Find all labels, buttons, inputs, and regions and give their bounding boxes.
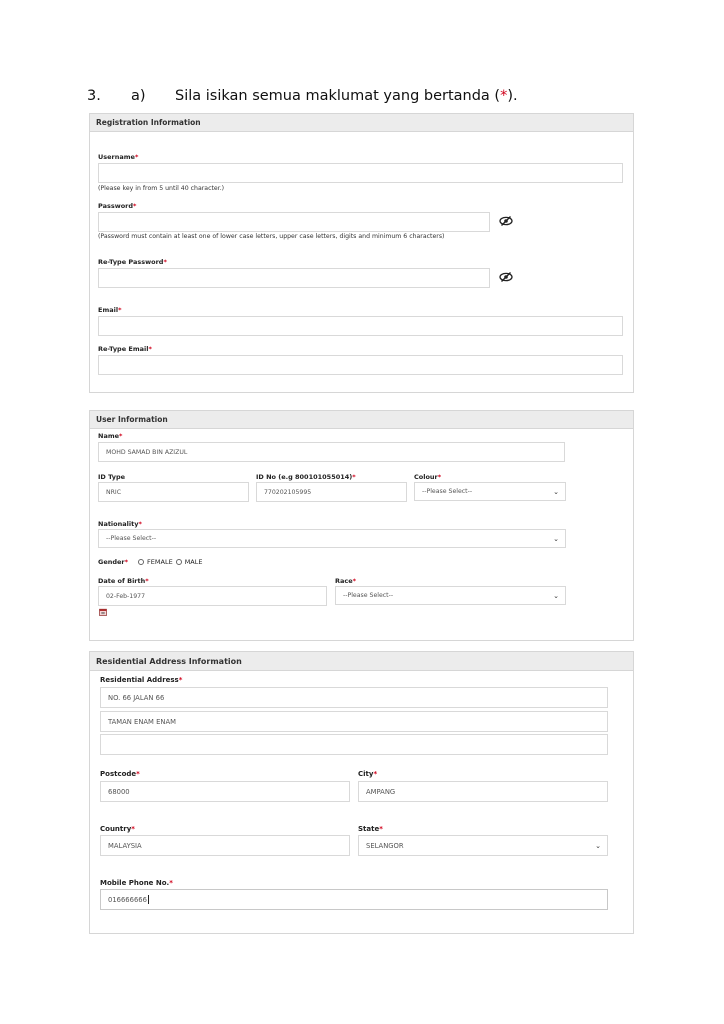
password-input[interactable] bbox=[98, 212, 490, 232]
idtype-input[interactable]: NRIC bbox=[98, 482, 249, 502]
colour-select[interactable] bbox=[414, 482, 566, 501]
instruction-heading bbox=[87, 88, 567, 108]
gender-group bbox=[98, 558, 202, 566]
gender-female-radio[interactable] bbox=[138, 559, 144, 565]
address-line3-input[interactable] bbox=[100, 734, 608, 755]
question-subpart: a) bbox=[131, 88, 146, 104]
nationality-select-value: --Please Select-- bbox=[106, 535, 157, 542]
text-caret bbox=[148, 895, 149, 904]
race-select-value: --Please Select-- bbox=[343, 592, 394, 599]
dob-label: Date of Birth* bbox=[98, 577, 149, 585]
retype-password-input[interactable] bbox=[98, 268, 490, 288]
country-input[interactable]: MALAYSIA bbox=[100, 835, 350, 856]
colour-label: Colour* bbox=[414, 473, 442, 481]
gender-label: Gender* bbox=[98, 558, 129, 566]
eye-slash-icon[interactable] bbox=[499, 216, 513, 226]
retype-password-label: Re-Type Password* bbox=[98, 258, 167, 266]
chevron-down-icon: ⌄ bbox=[553, 591, 559, 600]
idtype-label: ID Type bbox=[98, 473, 126, 481]
city-input[interactable]: AMPANG bbox=[358, 781, 608, 802]
residential-address-label: Residential Address* bbox=[100, 676, 183, 684]
password-hint: (Password must contain at least one of lower case letters, upper case letters, digits and minimum 6 characters) bbox=[98, 233, 445, 240]
name-label: Name* bbox=[98, 432, 123, 440]
gender-female-label: FEMALE bbox=[147, 558, 173, 566]
state-select[interactable] bbox=[358, 835, 608, 856]
address-line1-input[interactable]: NO. 66 JALAN 66 bbox=[100, 687, 608, 708]
gender-male-label: MALE bbox=[184, 558, 203, 566]
state-select-value: SELANGOR bbox=[366, 841, 404, 850]
user-info-panel-title: User Information bbox=[90, 411, 633, 429]
chevron-down-icon: ⌄ bbox=[553, 487, 559, 496]
email-input[interactable] bbox=[98, 316, 623, 336]
gender-male-radio[interactable] bbox=[176, 559, 182, 565]
address-panel-title: Residential Address Information bbox=[90, 652, 633, 671]
mobile-input[interactable] bbox=[100, 889, 608, 910]
mobile-label: Mobile Phone No.* bbox=[100, 879, 173, 887]
race-label: Race* bbox=[335, 577, 357, 585]
instruction-text: Sila isikan semua maklumat yang bertanda (*). bbox=[175, 88, 518, 104]
idno-input[interactable]: 770202105995 bbox=[256, 482, 407, 502]
registration-panel-title: Registration Information bbox=[90, 114, 633, 132]
retype-email-label: Re-Type Email* bbox=[98, 345, 152, 353]
city-label: City* bbox=[358, 770, 378, 778]
colour-select-value: --Please Select-- bbox=[422, 488, 473, 495]
idno-label: ID No (e.g 800101055014)* bbox=[256, 473, 356, 481]
postcode-input[interactable]: 68000 bbox=[100, 781, 350, 802]
state-label: State* bbox=[358, 825, 383, 833]
address-line2-input[interactable]: TAMAN ENAM ENAM bbox=[100, 711, 608, 732]
name-input[interactable]: MOHD SAMAD BIN AZIZUL bbox=[98, 442, 565, 462]
country-label: Country* bbox=[100, 825, 135, 833]
email-label: Email* bbox=[98, 306, 122, 314]
chevron-down-icon: ⌄ bbox=[595, 841, 601, 850]
nationality-label: Nationality* bbox=[98, 520, 142, 528]
username-hint: (Please key in from 5 until 40 character.) bbox=[98, 185, 225, 192]
mobile-input-value: 016666666 bbox=[108, 895, 147, 904]
registration-panel bbox=[89, 113, 634, 393]
dob-input[interactable]: 02-Feb-1977 bbox=[98, 586, 327, 606]
username-label: Username* bbox=[98, 153, 139, 161]
eye-slash-icon[interactable] bbox=[499, 272, 513, 282]
postcode-label: Postcode* bbox=[100, 770, 140, 778]
question-number: 3. bbox=[87, 88, 101, 104]
username-input[interactable] bbox=[98, 163, 623, 183]
race-select[interactable] bbox=[335, 586, 566, 605]
nationality-select[interactable] bbox=[98, 529, 566, 548]
chevron-down-icon: ⌄ bbox=[553, 534, 559, 543]
calendar-icon[interactable] bbox=[99, 608, 107, 616]
retype-email-input[interactable] bbox=[98, 355, 623, 375]
password-label: Password* bbox=[98, 202, 137, 210]
